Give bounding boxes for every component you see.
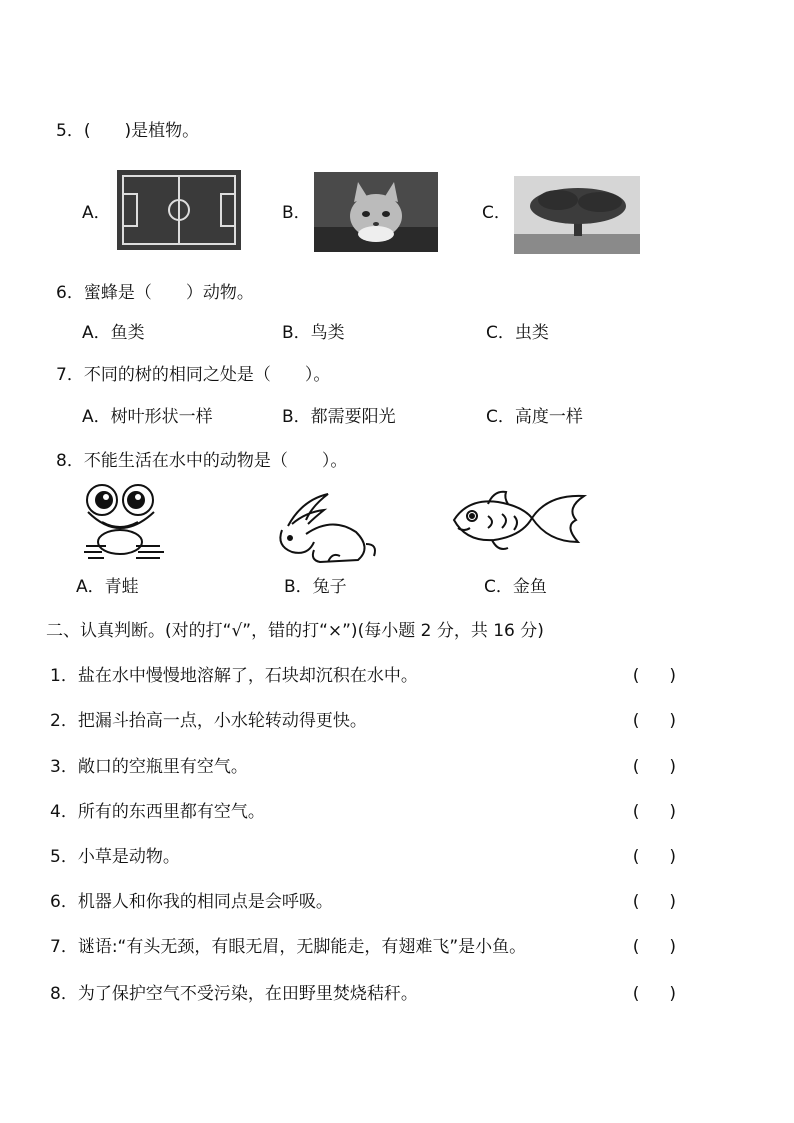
q8-option-a: A．青蛙 [76, 577, 139, 597]
judge-answer-7[interactable]: ( ) [632, 937, 676, 957]
judge-answer-3[interactable]: ( ) [632, 757, 676, 777]
judge-item-4: 4．所有的东西里都有空气。 [50, 802, 265, 822]
q7-option-a: A．树叶形状一样 [82, 407, 213, 427]
q8-option-b: B．兔子 [284, 577, 347, 597]
rabbit-drawing-icon [262, 486, 380, 568]
judge-answer-4[interactable]: ( ) [632, 802, 676, 822]
judge-item-3: 3．敞口的空瓶里有空气。 [50, 757, 248, 777]
judge-item-2: 2．把漏斗抬高一点，小水轮转动得更快。 [50, 711, 367, 731]
judge-answer-8[interactable]: ( ) [632, 984, 676, 1004]
judge-item-5: 5．小草是动物。 [50, 847, 180, 867]
q6-option-a: A．鱼类 [82, 323, 145, 343]
q8-option-c: C．金鱼 [484, 577, 547, 597]
question-8-text: 8．不能生活在水中的动物是（ ）。 [56, 451, 348, 471]
q7-option-c: C．高度一样 [486, 407, 583, 427]
cat-photo-icon [314, 172, 438, 252]
judge-item-8: 8．为了保护空气不受污染，在田野里焚烧秸秆。 [50, 984, 418, 1004]
section-2-heading: 二、认真判断。(对的打“√”，错的打“×”)(每小题 2 分，共 16 分) [46, 621, 544, 641]
q5-option-b-letter: B． [282, 203, 311, 223]
frog-drawing-icon [76, 482, 172, 564]
question-5-text: 5．( )是植物。 [56, 121, 200, 141]
judge-item-6: 6．机器人和你我的相同点是会呼吸。 [50, 892, 333, 912]
question-6-text: 6．蜜蜂是（ ）动物。 [56, 283, 254, 303]
q5-option-a-letter: A． [82, 203, 111, 223]
q6-option-c: C．虫类 [486, 323, 549, 343]
soccer-field-photo-icon [117, 170, 241, 250]
q7-option-b: B．都需要阳光 [282, 407, 396, 427]
q6-option-b: B．鸟类 [282, 323, 345, 343]
judge-item-1: 1．盐在水中慢慢地溶解了，石块却沉积在水中。 [50, 666, 418, 686]
tree-photo-icon [514, 176, 640, 254]
judge-answer-6[interactable]: ( ) [632, 892, 676, 912]
judge-answer-5[interactable]: ( ) [632, 847, 676, 867]
judge-item-7: 7．谜语:“有头无颈，有眼无眉，无脚能走，有翅难飞”是小鱼。 [50, 937, 527, 957]
goldfish-drawing-icon [448, 486, 588, 556]
question-7-text: 7．不同的树的相同之处是（ ）。 [56, 365, 331, 385]
q5-option-c-letter: C． [482, 203, 511, 223]
judge-answer-2[interactable]: ( ) [632, 711, 676, 731]
judge-answer-1[interactable]: ( ) [632, 666, 676, 686]
